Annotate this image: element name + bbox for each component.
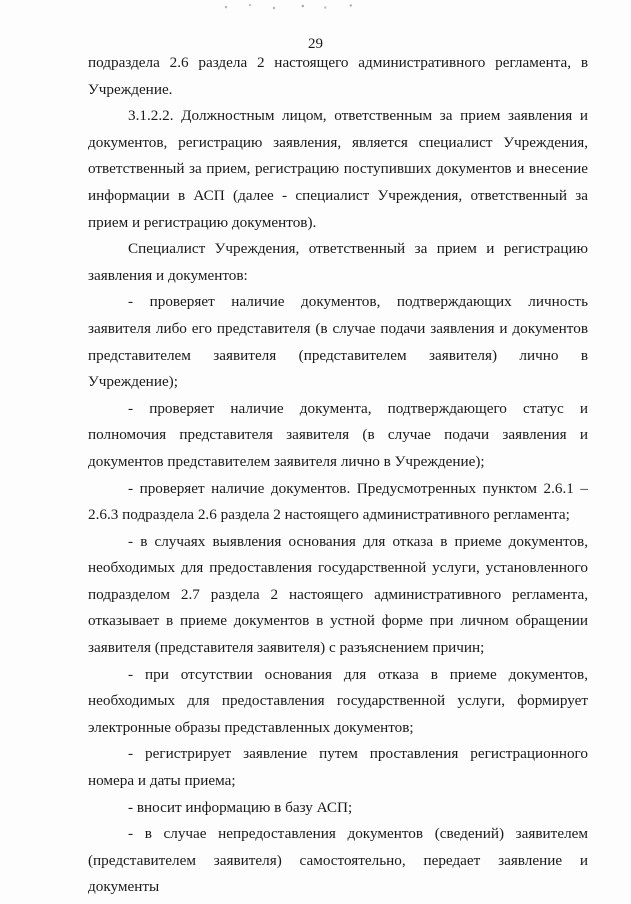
paragraph-3-1-2-2: 3.1.2.2. Должностным лицом, ответственным за прием заявления и документов, регистрацию заявления, является специалист Учреждения, ответственный за прием, регистрацию поступивших документов и внесение информации в АСП (далее - специалист Учреждения, ответственный за прием и регистрацию документов).	[88, 107, 588, 231]
list-item-electronic-images: - при отсутствии основания для отказа в приеме документов, необходимых для предоставления государственной услуги, формирует электронные образы представленных документов;	[88, 665, 588, 736]
list-item-check-identity: - проверяет наличие документов, подтверждающих личность заявителя либо его представителя (в случае подачи заявления и документов представителем заявителя (представителем заявителя) лично в Учреждение);	[88, 293, 588, 391]
page-number: 29	[308, 36, 323, 52]
list-item-transfer: - в случае непредоставления документов (сведений) заявителем (представителем заявителя) самостоятельно, передает заявление и документы	[88, 825, 588, 896]
list-item-register: - регистрирует заявление путем проставления регистрационного номера и даты приема;	[88, 745, 588, 790]
list-item-refusal: - в случаях выявления основания для отказа в приеме документов, необходимых для предоставления государственной услуги, установленного подразделом 2.7 раздела 2 настоящего административного регламента, отказывает в приеме документов в устной форме при личном обращении заявителя (представителя заявителя) с разъяснением причин;	[88, 532, 588, 657]
scan-artifact	[210, 2, 370, 12]
list-item-check-documents: - проверяет наличие документов. Предусмотренных пунктом 2.6.1 – 2.6.3 подраздела 2.6 раздела 2 настоящего административного регламента;	[88, 479, 588, 524]
paragraph-continuation: подраздела 2.6 раздела 2 настоящего административного регламента, в Учреждение.	[88, 54, 588, 98]
document-body	[88, 50, 588, 901]
list-item-check-authority: - проверяет наличие документа, подтверждающего статус и полномочия представителя заявителя (в случае подачи заявления и документов представителем заявителя лично в Учреждение);	[88, 399, 588, 470]
list-item-enter-asp: - вносит информацию в базу АСП;	[128, 798, 353, 816]
paragraph-specialist-intro: Специалист Учреждения, ответственный за прием и регистрацию заявления и документов:	[88, 240, 588, 284]
